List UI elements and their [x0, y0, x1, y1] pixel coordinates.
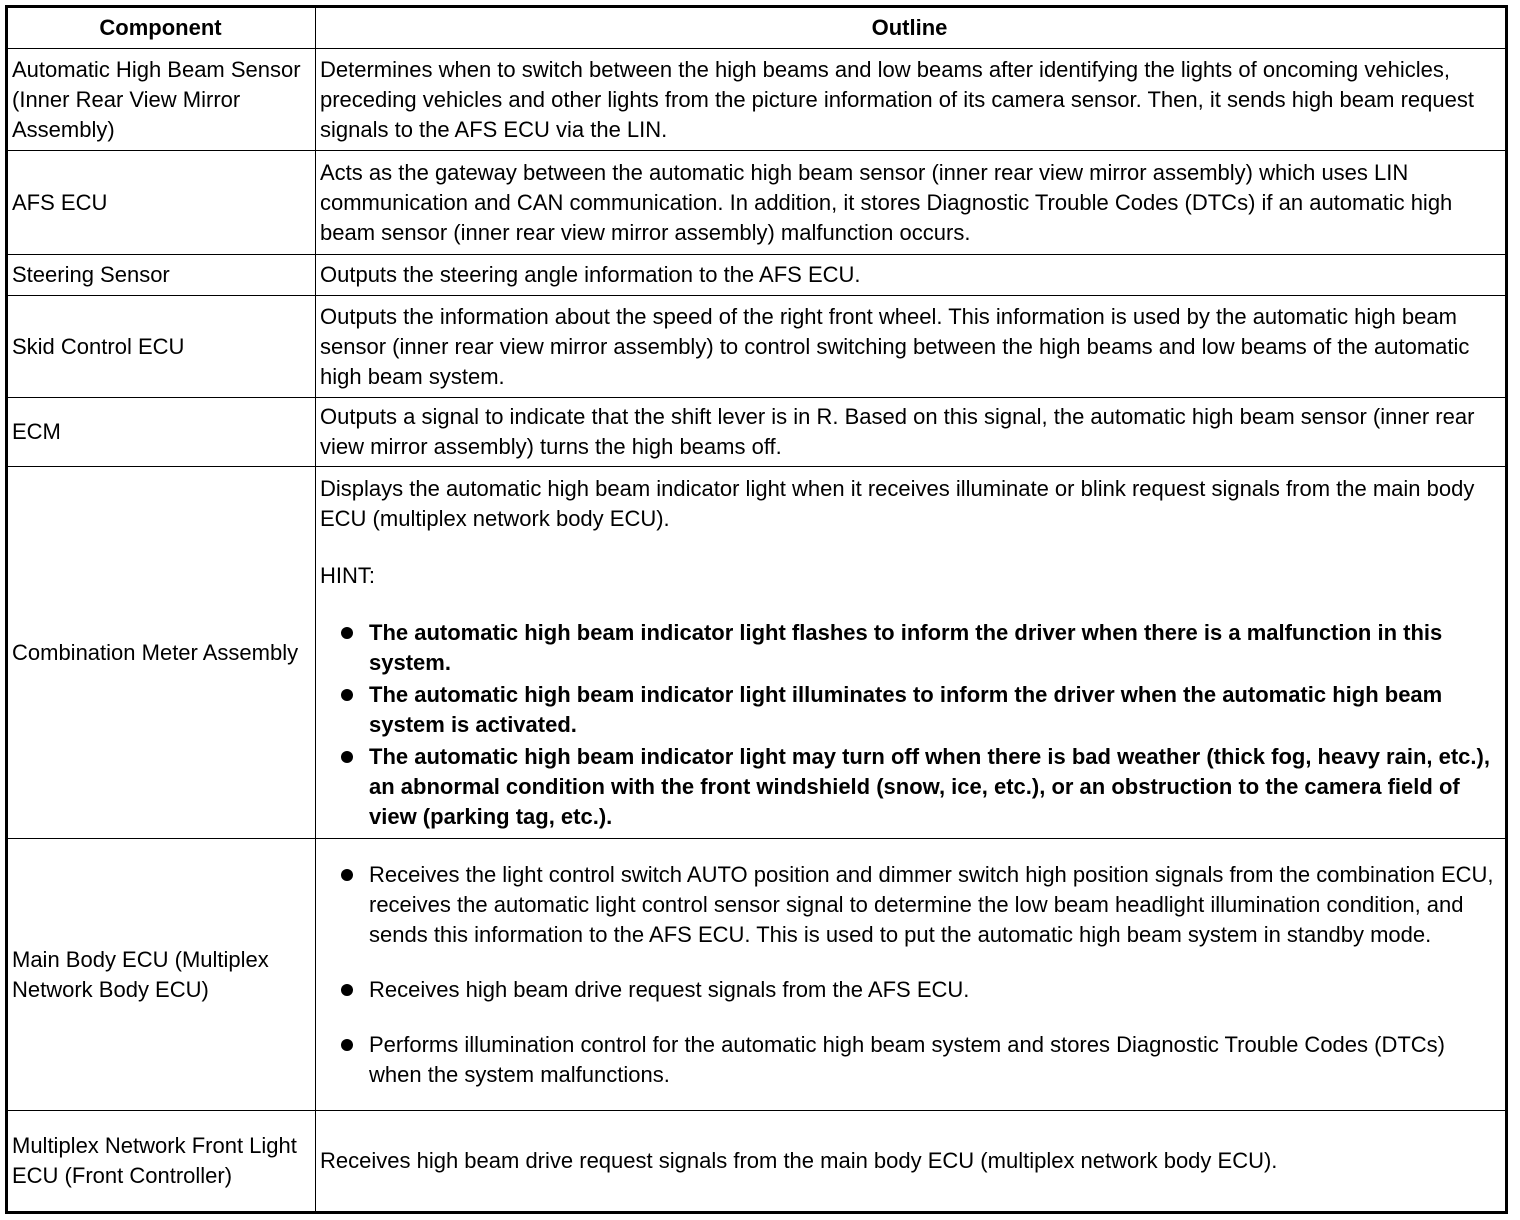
list-item: Receives high beam drive request signals from the AFS ECU.	[320, 975, 1499, 1005]
component-cell: Combination Meter Assembly	[7, 467, 316, 839]
table-row	[7, 839, 1507, 1111]
outline-text: Displays the automatic high beam indicator light when it receives illuminate or blink request signals from the main body ECU (multiplex network body ECU).	[320, 475, 1475, 531]
header-component: Component	[7, 7, 316, 49]
hint-list	[320, 618, 1499, 832]
list-item: Receives the light control switch AUTO position and dimmer switch high position signals from the combination ECU, receives the automatic light control sensor signal to determine the low beam headlight illumination condition, and sends this information to the AFS ECU. This is used to put the automatic high beam system in standby mode.	[320, 860, 1499, 950]
component-cell: Multiplex Network Front Light ECU (Front Controller)	[7, 1111, 316, 1213]
list-item: The automatic high beam indicator light may turn off when there is bad weather (thick fog, heavy rain, etc.), an abnormal condition with the front windshield (snow, ice, etc.), or an obstruction to the camera field of view (parking tag, etc.).	[320, 742, 1499, 832]
outline-cell	[316, 467, 1507, 839]
component-cell: ECM	[7, 398, 316, 467]
component-outline-table	[5, 5, 1508, 1214]
outline-cell: Receives high beam drive request signals from the main body ECU (multiplex network body ECU).	[316, 1111, 1507, 1213]
table-row	[7, 398, 1507, 467]
outline-cell: Outputs a signal to indicate that the shift lever is in R. Based on this signal, the automatic high beam sensor (inner rear view mirror assembly) turns the high beams off.	[316, 398, 1507, 467]
list-item: The automatic high beam indicator light flashes to inform the driver when there is a malfunction in this system.	[320, 618, 1499, 678]
table-row	[7, 1111, 1507, 1213]
component-cell: Skid Control ECU	[7, 296, 316, 398]
outline-cell	[316, 839, 1507, 1111]
list-item: Performs illumination control for the automatic high beam system and stores Diagnostic Trouble Codes (DTCs) when the system malfunctions.	[320, 1030, 1499, 1090]
hint-label: HINT:	[320, 562, 375, 588]
header-outline: Outline	[316, 7, 1507, 49]
list-item: The automatic high beam indicator light illuminates to inform the driver when the automatic high beam system is activated.	[320, 680, 1499, 740]
outline-cell: Outputs the information about the speed of the right front wheel. This information is used by the automatic high beam sensor (inner rear view mirror assembly) to control switching between the high beams and low beams of the automatic high beam system.	[316, 296, 1507, 398]
outline-cell: Acts as the gateway between the automatic high beam sensor (inner rear view mirror assembly) which uses LIN communication and CAN communication. In addition, it stores Diagnostic Trouble Codes (DTCs) if an automatic high beam sensor (inner rear view mirror assembly) malfunction occurs.	[316, 151, 1507, 255]
outline-cell: Outputs the steering angle information to the AFS ECU.	[316, 255, 1507, 296]
component-cell: AFS ECU	[7, 151, 316, 255]
table-row	[7, 296, 1507, 398]
component-cell: Steering Sensor	[7, 255, 316, 296]
function-list	[320, 860, 1499, 1090]
component-cell: Automatic High Beam Sensor (Inner Rear View Mirror Assembly)	[7, 49, 316, 151]
table-row	[7, 49, 1507, 151]
component-cell: Main Body ECU (Multiplex Network Body ECU)	[7, 839, 316, 1111]
table-row	[7, 151, 1507, 255]
header-row	[7, 7, 1507, 49]
outline-cell: Determines when to switch between the high beams and low beams after identifying the lights of oncoming vehicles, preceding vehicles and other lights from the picture information of its camera sensor. Then, it sends high beam request signals to the AFS ECU via the LIN.	[316, 49, 1507, 151]
table-row	[7, 467, 1507, 839]
table-row	[7, 255, 1507, 296]
